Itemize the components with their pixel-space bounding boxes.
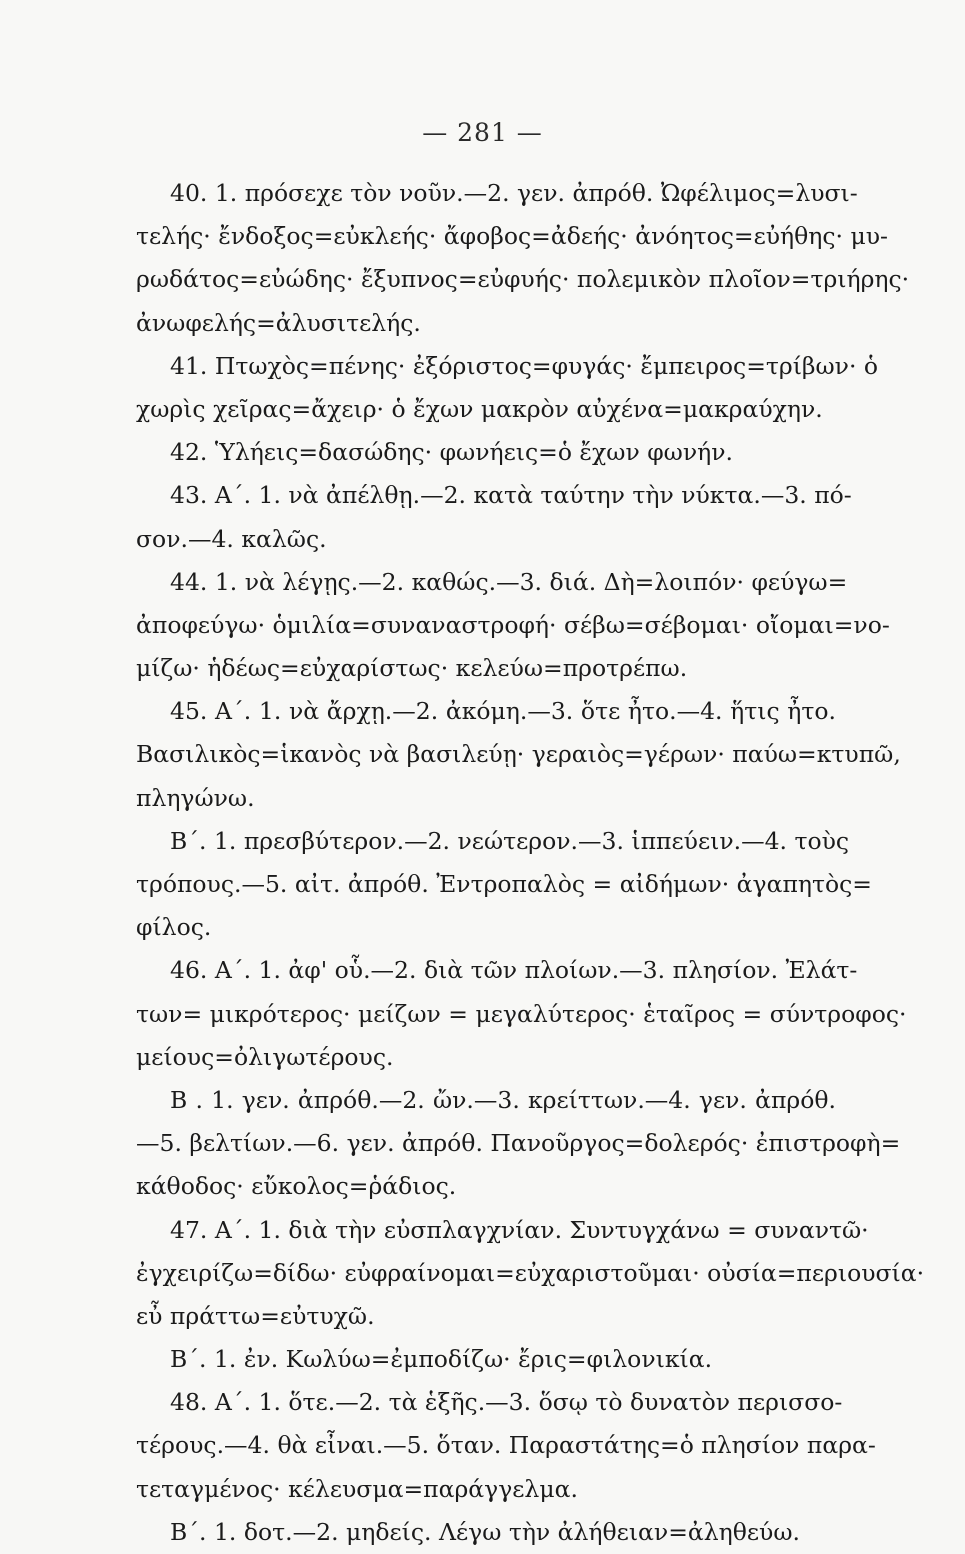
text-line: Β΄. 1. πρεσβύτερον.—2. νεώτερον.—3. ἱππεύειν.—4. τοὺς	[170, 826, 850, 855]
text-line: ρωδάτος=εὐώδης· ἔξυπνος=εὐφυής· πολεμικὸν πλοῖον=τριήρης·	[136, 265, 910, 294]
text-line: τελής· ἔνδοξος=εὐκλεής· ἄφοβος=ἀδεής· ἀνόητος=εὐήθης· μυ-	[136, 222, 888, 251]
text-line: —5. βελτίων.—6. γεν. ἀπρόθ. Πανοῦργος=δολερός· ἐπιστροφὴ=	[136, 1129, 901, 1158]
text-line: ἀποφεύγω· ὁμιλία=συναναστροφή· σέβω=σέβομαι· οἴομαι=νο-	[136, 610, 890, 639]
text-line: 45. Α΄. 1. νὰ ἄρχῃ.—2. ἀκόμη.—3. ὅτε ἦτο.—4. ἥτις ἦτο.	[170, 697, 836, 726]
text-line: χωρὶς χεῖρας=ἄχειρ· ὁ ἔχων μακρὸν αὐχένα=μακραύχην.	[136, 394, 823, 423]
text-line: 44. 1. νὰ λέγῃς.—2. καθώς.—3. διά. Δὴ=λοιπόν· φεύγω=	[170, 567, 848, 596]
text-line: σον.—4. καλῶς.	[136, 524, 327, 553]
page-number: — 281 —	[422, 118, 543, 147]
text-line: τεταγμένος· κέλευσμα=παράγγελμα.	[136, 1474, 578, 1503]
text-line: Βασιλικὸς=ἱκανὸς νὰ βασιλεύῃ· γεραιὸς=γέρων· παύω=κτυπῶ,	[136, 740, 901, 769]
text-line: Β΄. 1. ἐν. Κωλύω=ἐμποδίζω· ἔρις=φιλονικία.	[170, 1345, 713, 1374]
text-line: 48. Α΄. 1. ὅτε.—2. τὰ ἑξῆς.—3. ὅσῳ τὸ δυνατὸν περισσο-	[170, 1388, 843, 1417]
text-line: 42. Ὑλήεις=δασώδης· φωνήεις=ὁ ἔχων φωνήν.	[170, 438, 733, 467]
text-line: εὖ πράττω=εὐτυχῶ.	[136, 1301, 375, 1330]
text-line: ἐγχειρίζω=δίδω· εὐφραίνομαι=εὐχαριστοῦμαι· οὐσία=περιουσία·	[136, 1258, 925, 1287]
text-line: ἀνωφελής=ἀλυσιτελής.	[136, 308, 421, 337]
text-line: φίλος.	[136, 913, 212, 942]
text-line: 40. 1. πρόσεχε τὸν νοῦν.—2. γεν. ἀπρόθ. Ὠφέλιμος=λυσι-	[170, 179, 858, 207]
text-line: τέρους.—4. θὰ εἶναι.—5. ὅταν. Παραστάτης=ὁ πλησίον παρα-	[136, 1431, 876, 1460]
text-line: των= μικρότερος· μείζων = μεγαλύτερος· ἑταῖρος = σύντροφος·	[136, 999, 907, 1028]
text-line: μίζω· ἡδέως=εὐχαρίστως· κελεύω=προτρέπω.	[136, 654, 688, 683]
text-line: 41. Πτωχὸς=πένης· ἐξόριστος=φυγάς· ἔμπειρος=τρίβων· ὁ	[170, 351, 879, 380]
text-line: κάθοδος· εὔκολος=ῥάδιος.	[136, 1172, 457, 1201]
text-line: 47. Α΄. 1. διὰ τὴν εὐσπλαγχνίαν. Συντυγχάνω = συναντῶ·	[170, 1215, 869, 1244]
text-line: Β΄. 1. δοτ.—2. μηδείς. Λέγω τὴν ἀλήθειαν=ἀληθεύω.	[170, 1517, 800, 1546]
text-line: μείους=ὀλιγωτέρους.	[136, 1042, 394, 1071]
text-line: 46. Α΄. 1. ἀφ' οὗ.—2. διὰ τῶν πλοίων.—3. πλησίον. Ἐλάτ-	[170, 956, 858, 985]
text-line: τρόπους.—5. αἰτ. ἀπρόθ. Ἐντροπαλὸς = αἰδήμων· ἀγαπητὸς=	[136, 870, 872, 898]
page-body	[136, 172, 925, 1554]
text-line: Β . 1. γεν. ἀπρόθ.—2. ὤν.—3. κρείττων.—4. γεν. ἀπρόθ.	[170, 1085, 836, 1114]
text-line: πληγώνω.	[136, 783, 255, 812]
text-line: 43. Α΄. 1. νὰ ἀπέλθῃ.—2. κατὰ ταύτην τὴν νύκτα.—3. πό-	[170, 481, 852, 510]
